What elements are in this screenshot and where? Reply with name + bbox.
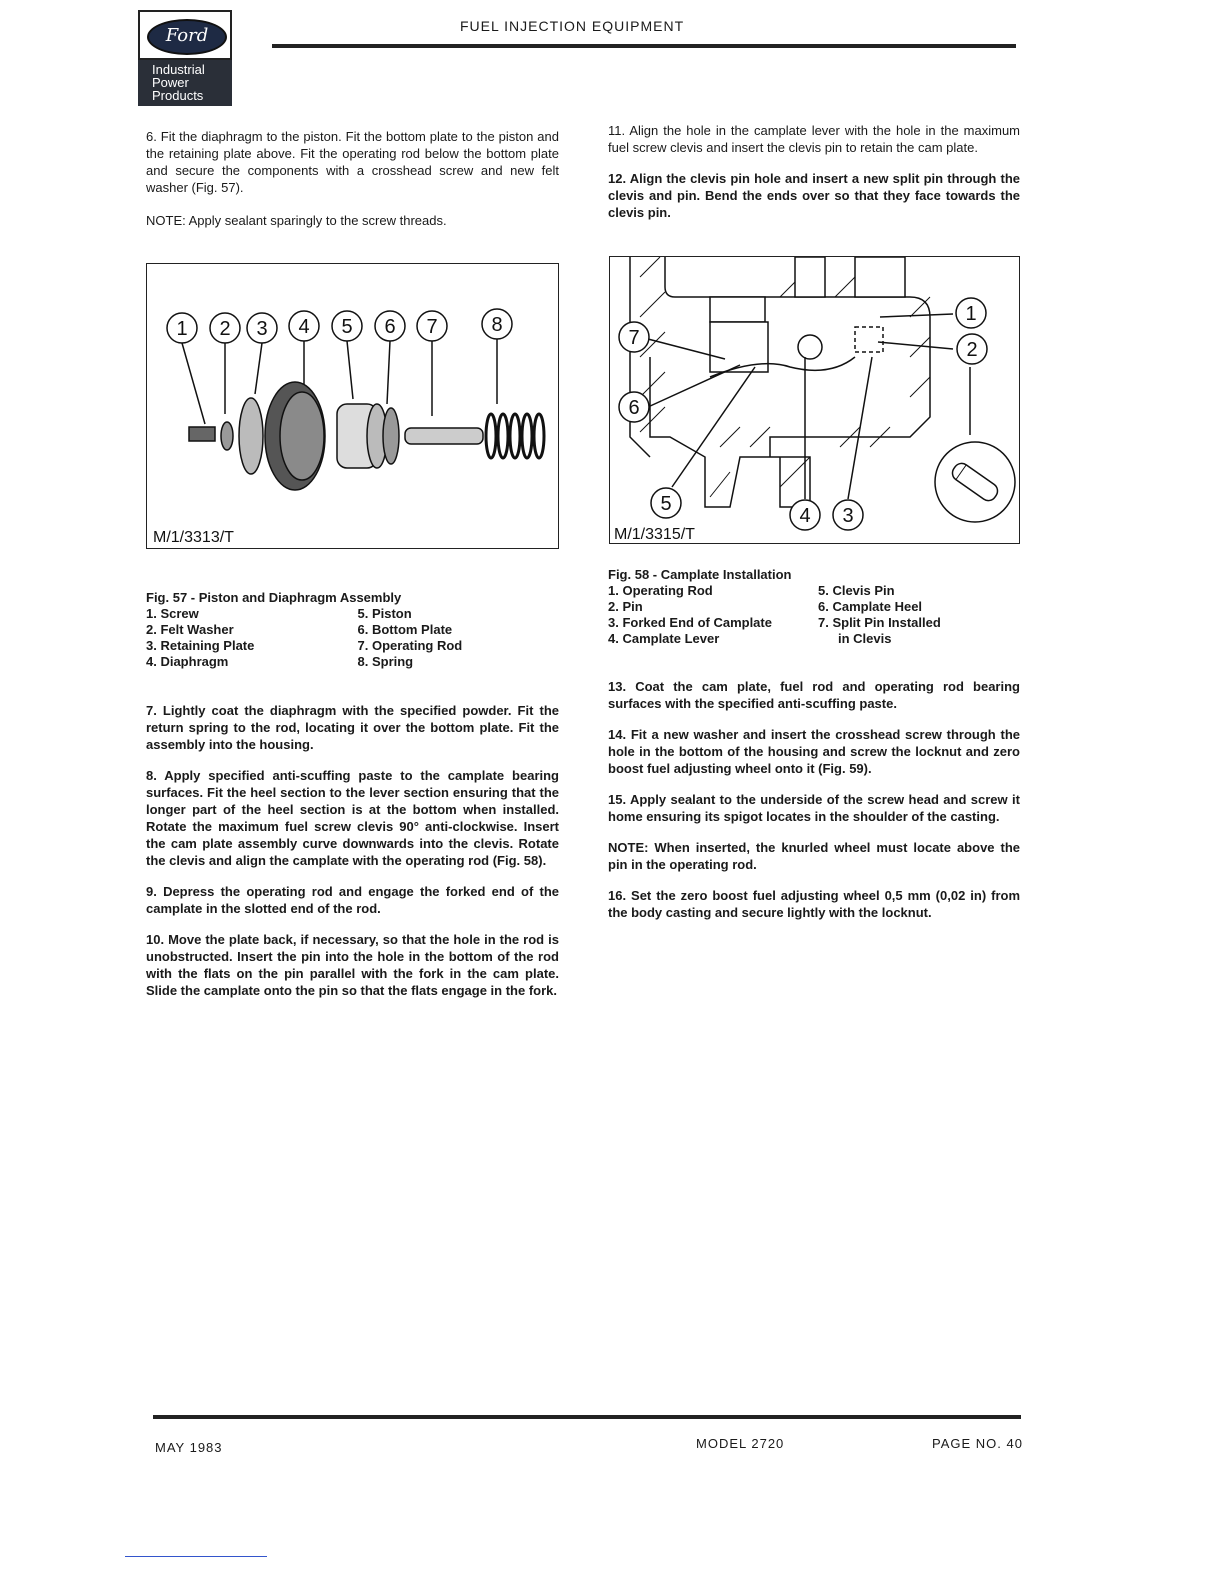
step-13: 13. Coat the cam plate, fuel rod and operating rod bearing surfaces with the specified anti-scuffing paste. xyxy=(608,679,1020,711)
callout-5 xyxy=(651,488,681,518)
figure-57 xyxy=(146,263,559,549)
svg-text:6: 6 xyxy=(628,397,640,419)
left-steps xyxy=(146,702,559,999)
legend-item: 4. Camplate Lever xyxy=(608,631,720,646)
svg-text:7: 7 xyxy=(628,327,640,349)
legend-item: in Clevis xyxy=(838,631,892,646)
piston-diaphragm-diagram xyxy=(147,264,557,547)
note-knurled-wheel: NOTE: When inserted, the knurled wheel must locate above the pin in the operating rod. xyxy=(608,840,1020,872)
callout-5 xyxy=(332,311,362,341)
note-sealant: NOTE: Apply sealant sparingly to the screw threads. xyxy=(146,213,447,228)
svg-text:4: 4 xyxy=(298,316,310,338)
right-steps xyxy=(608,678,1020,921)
svg-text:3: 3 xyxy=(842,505,854,527)
step-14: 14. Fit a new washer and insert the crosshead screw through the hole in the bottom of the housing and screw the locknut and zero boost fuel adjusting wheel onto it (Fig. 59). xyxy=(608,727,1020,776)
footer-page-number: PAGE NO. 40 xyxy=(932,1436,1023,1451)
callout-7 xyxy=(417,311,447,341)
step-10: 10. Move the plate back, if necessary, so that the hole in the rod is unobstructed. Insert the pin into the hole in the bottom of the rod with the flats on the pin parallel with the fork in the cam plate. Slide the camplate onto the pin so that the flats engage in the fork. xyxy=(146,932,559,998)
svg-text:7: 7 xyxy=(426,316,438,338)
figure-57-caption: Fig. 57 - Piston and Diaphragm Assembly xyxy=(146,590,402,605)
callout-1 xyxy=(167,313,197,343)
felt-washer xyxy=(221,422,233,450)
retaining-plate xyxy=(239,398,263,474)
step-8: 8. Apply specified anti-scuffing paste to the camplate bearing surfaces. Fit the heel section to the lever section ensuring that the longer part of the heel section is at the bottom when installed. Rotate the maximum fuel screw clevis 90° anti-clockwise. Insert the cam plate assembly curve downwards into the clevis. Rotate the clevis and align the camplate with the operating rod (Fig. 58). xyxy=(146,768,559,868)
step-11: 11. Align the hole in the camplate lever with the hole in the maximum fuel screw clevis and insert the clevis pin to retain the cam plate. xyxy=(608,123,1020,155)
bottom-link-rule xyxy=(125,1556,267,1557)
page-header-title: FUEL INJECTION EQUIPMENT xyxy=(460,18,685,34)
legend-item: 8. Spring xyxy=(357,654,414,669)
footer-date: MAY 1983 xyxy=(155,1440,223,1455)
figure-58-caption-block xyxy=(608,567,1020,647)
legend-item: 2. Felt Washer xyxy=(146,622,234,637)
step-16: 16. Set the zero boost fuel adjusting wheel 0,5 mm (0,02 in) from the body casting and secure lightly with the locknut. xyxy=(608,888,1020,920)
legend-item: 6. Bottom Plate xyxy=(357,622,453,637)
callout-6 xyxy=(375,311,405,341)
legend-item: 2. Pin xyxy=(608,599,643,614)
callout-8 xyxy=(482,309,512,339)
figure-58-legend-right xyxy=(818,583,941,647)
figure-58-legend-left xyxy=(608,583,818,647)
division-line-2: Power xyxy=(152,75,189,90)
figure-57-ref: M/1/3313/T xyxy=(153,529,234,546)
step-6: 6. Fit the diaphragm to the piston. Fit the bottom plate to the piston and the retaining plate above. Fit the operating rod below the bottom plate and secure the components with a crosshead screw and new felt washer (Fig. 57). xyxy=(146,129,559,195)
svg-text:3: 3 xyxy=(256,318,268,340)
legend-item: 3. Retaining Plate xyxy=(146,638,255,653)
svg-text:1: 1 xyxy=(176,318,188,340)
svg-text:5: 5 xyxy=(660,493,672,515)
callout-3 xyxy=(833,500,863,530)
svg-text:5: 5 xyxy=(341,316,353,338)
callout-6 xyxy=(619,392,649,422)
division-badge xyxy=(138,60,232,106)
screw xyxy=(189,427,215,441)
callout-4 xyxy=(790,500,820,530)
legend-item: 4. Diaphragm xyxy=(146,654,229,669)
legend-item: 1. Operating Rod xyxy=(608,583,713,598)
footer-model: MODEL 2720 xyxy=(696,1436,785,1451)
callout-7 xyxy=(619,322,649,352)
callout-2 xyxy=(957,334,987,364)
ford-logo-text: Ford xyxy=(147,19,227,55)
legend-item: 3. Forked End of Camplate xyxy=(608,615,772,630)
step-12: 12. Align the clevis pin hole and insert a new split pin through the clevis and pin. Bend the ends over so that they face towards the clevis pin. xyxy=(608,171,1020,220)
housing-outline xyxy=(630,257,930,507)
division-line-1: Industrial xyxy=(152,62,205,77)
callout-2 xyxy=(210,313,240,343)
operating-rod xyxy=(405,428,483,444)
footer-rule xyxy=(153,1415,1021,1419)
step-7: 7. Lightly coat the diaphragm with the specified powder. Fit the return spring to the rod, locating it over the bottom plate. Fit the assembly into the housing. xyxy=(146,703,559,752)
camplate-diagram xyxy=(610,257,1018,542)
ford-logo xyxy=(138,10,232,60)
bottom-plate xyxy=(383,408,399,464)
division-line-3: Products xyxy=(152,88,204,103)
spring xyxy=(486,414,544,458)
step-15: 15. Apply sealant to the underside of the screw head and screw it home ensuring its spigot locates in the shoulder of the casting. xyxy=(608,792,1020,824)
callout-4 xyxy=(289,311,319,341)
svg-text:2: 2 xyxy=(219,318,231,340)
figure-58-ref: M/1/3315/T xyxy=(614,526,695,542)
svg-text:8: 8 xyxy=(491,314,503,336)
legend-item: 6. Camplate Heel xyxy=(818,599,923,614)
pin-detail xyxy=(935,442,1015,522)
svg-text:2: 2 xyxy=(966,339,978,361)
header-rule xyxy=(272,44,1016,48)
legend-item: 1. Screw xyxy=(146,606,199,621)
callout-3 xyxy=(247,313,277,343)
step-9: 9. Depress the operating rod and engage the forked end of the camplate in the slotted end of the rod. xyxy=(146,884,559,916)
legend-item: 7. Operating Rod xyxy=(357,638,463,653)
fig58-leader-lines xyxy=(648,314,970,499)
left-column xyxy=(146,128,559,229)
figure-58-caption: Fig. 58 - Camplate Installation xyxy=(608,567,792,582)
figure-57-legend xyxy=(146,606,559,670)
callout-1 xyxy=(956,298,986,328)
legend-item: 7. Split Pin Installed xyxy=(818,615,941,630)
svg-text:1: 1 xyxy=(965,303,977,325)
legend-item: 5. Clevis Pin xyxy=(818,583,895,598)
svg-text:6: 6 xyxy=(384,316,396,338)
legend-item: 5. Piston xyxy=(357,606,412,621)
figure-57-caption-block xyxy=(146,590,559,670)
assembly-parts xyxy=(189,382,544,490)
right-column xyxy=(608,122,1020,221)
svg-text:4: 4 xyxy=(799,505,811,527)
figure-58 xyxy=(609,256,1020,544)
